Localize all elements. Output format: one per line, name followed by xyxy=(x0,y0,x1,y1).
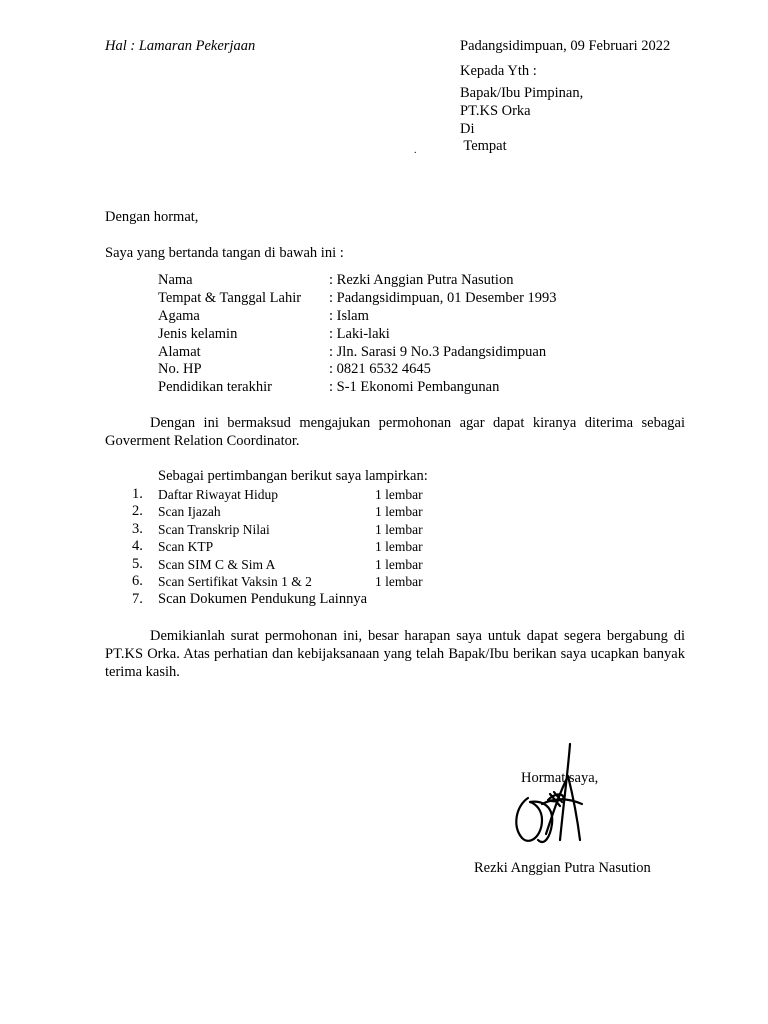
item-number: 4. xyxy=(132,538,143,554)
place-date: Padangsidimpuan, 09 Februari 2022 xyxy=(460,38,671,54)
item-quantity: 1 lembar xyxy=(375,557,423,572)
item-name: Scan SIM C & Sim A xyxy=(158,557,276,572)
detail-value: : Islam xyxy=(329,308,369,324)
list-item xyxy=(0,556,768,574)
greeting: Dengan hormat, xyxy=(105,209,199,225)
detail-label: Jenis kelamin xyxy=(158,326,238,342)
request-text: Dengan ini bermaksud mengajukan permohonan agar dapat kiranya diterima sebagai Goverment Relation Coordinator. xyxy=(105,415,685,449)
detail-value: : Jln. Sarasi 9 No.3 Padangsidimpuan xyxy=(329,344,547,360)
detail-value: : 0821 6532 4645 xyxy=(329,361,431,377)
item-number: 3. xyxy=(132,521,143,537)
stray-dot: . xyxy=(414,145,417,156)
detail-label: Tempat & Tanggal Lahir xyxy=(158,290,302,306)
handwritten-signature xyxy=(508,740,608,850)
item-number: 5. xyxy=(132,556,143,572)
item-name: Scan Transkrip Nilai xyxy=(158,522,270,537)
intro-line: Saya yang bertanda tangan di bawah ini : xyxy=(105,245,344,261)
item-quantity: 1 lembar xyxy=(375,487,423,502)
list-item xyxy=(0,486,768,504)
recipient-line-3: Di xyxy=(460,121,475,137)
item-name: Scan KTP xyxy=(158,539,214,554)
detail-value: : Rezki Anggian Putra Nasution xyxy=(329,272,514,288)
list-item xyxy=(0,503,768,521)
letter-subject: Hal : Lamaran Pekerjaan xyxy=(105,38,256,54)
detail-value: : Padangsidimpuan, 01 Desember 1993 xyxy=(329,290,557,306)
attachments-intro: Sebagai pertimbangan berikut saya lampirkan: xyxy=(158,468,428,484)
request-paragraph xyxy=(105,414,685,450)
detail-value: : Laki-laki xyxy=(329,326,390,342)
item-name: Scan Ijazah xyxy=(158,504,221,519)
item-number: 1. xyxy=(132,486,143,502)
recipient-line-1: Bapak/Ibu Pimpinan, xyxy=(460,85,584,101)
list-item xyxy=(0,591,768,609)
item-number: 7. xyxy=(132,591,143,607)
item-name: Scan Sertifikat Vaksin 1 & 2 xyxy=(158,574,312,589)
list-item xyxy=(0,521,768,539)
detail-label: Nama xyxy=(158,272,193,288)
item-quantity: 1 lembar xyxy=(375,504,423,519)
closing-paragraph xyxy=(105,627,685,681)
recipient-line-4: Tempat xyxy=(460,138,507,154)
signer-name: Rezki Anggian Putra Nasution xyxy=(474,860,651,876)
detail-label: Pendidikan terakhir xyxy=(158,379,272,395)
list-item xyxy=(0,573,768,591)
item-quantity: 1 lembar xyxy=(375,574,423,589)
item-name: Scan Dokumen Pendukung Lainnya xyxy=(158,591,368,607)
regards: Hormat saya, xyxy=(521,770,599,786)
item-quantity: 1 lembar xyxy=(375,539,423,554)
item-number: 2. xyxy=(132,503,143,519)
detail-label: No. HP xyxy=(158,361,202,377)
detail-label: Agama xyxy=(158,308,200,324)
item-number: 6. xyxy=(132,573,143,589)
detail-label: Alamat xyxy=(158,344,201,360)
item-quantity: 1 lembar xyxy=(375,522,423,537)
closing-text: Demikianlah surat permohonan ini, besar harapan saya untuk dapat segera bergabung di PT.KS Orka. Atas perhatian dan kebijaksanaan yang telah Bapak/Ibu berikan saya ucapkan banyak terima kasih. xyxy=(105,628,685,680)
recipient-line-2: PT.KS Orka xyxy=(460,103,531,119)
recipient-to: Kepada Yth : xyxy=(460,63,537,79)
list-item xyxy=(0,538,768,556)
detail-value: : S-1 Ekonomi Pembangunan xyxy=(329,379,500,395)
item-name: Daftar Riwayat Hidup xyxy=(158,487,278,502)
